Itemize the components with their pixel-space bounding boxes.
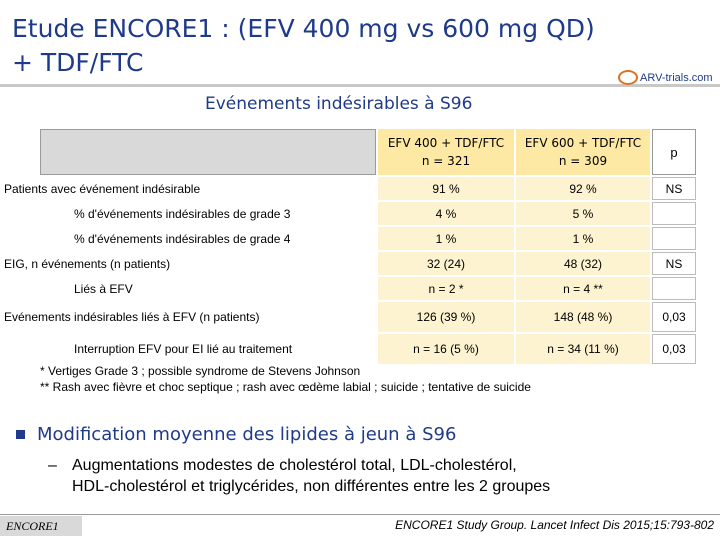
lipids-sub-bullet-text — [72, 455, 550, 497]
row-label: Patients avec événement indésirable — [40, 177, 376, 200]
row-label: EIG, n événements (n patients) — [40, 252, 376, 275]
row-label: Evénements indésirables liés à EFV (n patients) — [40, 302, 376, 332]
table-row — [40, 177, 696, 200]
table-footnotes — [40, 363, 531, 395]
p-value: NS — [652, 252, 696, 275]
slide-title-line2: + TDF/FTC — [12, 48, 144, 77]
efv400-value: n = 16 (5 %) — [378, 334, 514, 364]
logo-swoosh-icon — [618, 70, 638, 85]
efv600-value: 5 % — [516, 202, 650, 225]
table-row — [40, 252, 696, 275]
p-value — [652, 202, 696, 225]
arv-trials-logo — [618, 70, 713, 85]
header-p-value: p — [652, 129, 696, 175]
row-label: Interruption EFV pour EI lié au traitement — [40, 334, 376, 364]
row-label: % d'événements indésirables de grade 4 — [40, 227, 376, 250]
efv400-value: 91 % — [378, 177, 514, 200]
lipids-sub-bullet — [48, 455, 550, 497]
footnote-1: * Vertiges Grade 3 ; possible syndrome de Stevens Johnson — [40, 364, 361, 378]
table-header-row — [40, 129, 696, 175]
header-efv600-arm: EFV 600 + TDF/FTC — [524, 136, 642, 150]
table-row — [40, 302, 696, 332]
efv400-value: n = 2 * — [378, 277, 514, 300]
p-value: 0,03 — [652, 302, 696, 332]
lipids-bullet-text: Modification moyenne des lipides à jeun à S96 — [37, 424, 457, 445]
efv400-value: 1 % — [378, 227, 514, 250]
adverse-events-table — [4, 127, 698, 366]
efv600-value: 1 % — [516, 227, 650, 250]
efv600-value: n = 4 ** — [516, 277, 650, 300]
efv600-value: 48 (32) — [516, 252, 650, 275]
footer-divider — [0, 514, 720, 515]
footnote-2: ** Rash avec fièvre et choc septique ; rash avec œdème labial ; suicide ; tentative de suicide — [40, 380, 531, 394]
efv400-value: 126 (39 %) — [378, 302, 514, 332]
p-value: NS — [652, 177, 696, 200]
citation: ENCORE1 Study Group. Lancet Infect Dis 2015;15:793-802 — [395, 518, 714, 532]
efv400-value: 32 (24) — [378, 252, 514, 275]
p-value: 0,03 — [652, 334, 696, 364]
p-value — [652, 227, 696, 250]
logo-text: ARV-trials.com — [640, 71, 713, 84]
header-blank-cell — [40, 129, 376, 175]
efv600-value: n = 34 (11 %) — [516, 334, 650, 364]
header-efv600-n: n = 309 — [558, 154, 608, 168]
table-row — [40, 202, 696, 225]
table-row — [40, 334, 696, 364]
efv600-value: 92 % — [516, 177, 650, 200]
lipids-sub-line2: HDL-cholestérol et triglycérides, non différentes entre les 2 groupes — [72, 478, 551, 495]
lipids-bullet — [16, 424, 456, 445]
dash-bullet: – — [48, 457, 57, 474]
p-value — [652, 277, 696, 300]
table-row — [40, 277, 696, 300]
header-efv400-n: n = 321 — [421, 154, 471, 168]
study-tag: ENCORE1 — [0, 516, 82, 536]
lipids-sub-line1: Augmentations modestes de cholestérol total, LDL-cholestérol, — [72, 457, 517, 474]
square-bullet-icon — [16, 430, 25, 439]
table-title: Evénements indésirables à S96 — [205, 94, 473, 114]
efv600-value: 148 (48 %) — [516, 302, 650, 332]
header-efv400 — [378, 129, 514, 175]
slide-title — [12, 12, 612, 80]
header-efv400-arm: EFV 400 + TDF/FTC — [387, 136, 505, 150]
row-label: Liés à EFV — [40, 277, 376, 300]
header-efv600 — [516, 129, 650, 175]
efv400-value: 4 % — [378, 202, 514, 225]
slide-title-line1: Etude ENCORE1 : (EFV 400 mg vs 600 mg QD) — [12, 14, 595, 43]
title-divider — [0, 84, 720, 87]
row-label: % d'événements indésirables de grade 3 — [40, 202, 376, 225]
table-row — [40, 227, 696, 250]
